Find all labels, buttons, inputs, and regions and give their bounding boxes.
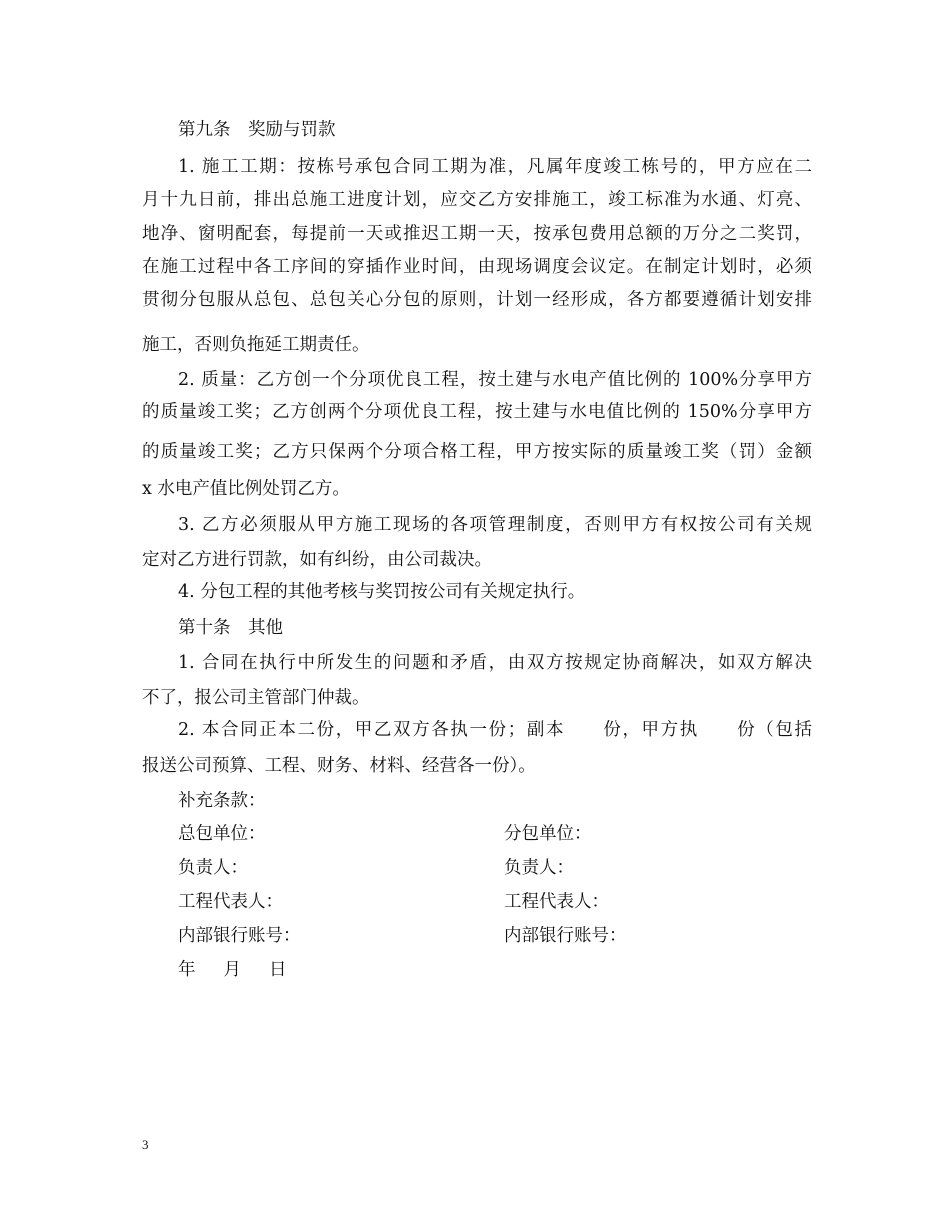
article-10-heading: 第十条 其他 xyxy=(178,618,283,638)
supplement-label: 补充条款： xyxy=(178,791,266,811)
contractor-unit-label: 总包单位： xyxy=(178,824,266,844)
article-9-item-2-line: 的质量竣工奖；乙方只保两个分项合格工程，甲方按实际的质量竣工奖（罚）金额 xyxy=(142,442,812,462)
article-9-item-1-line: 贯彻分包服从总包、总包关心分包的原则，计划一经形成，各方都要遵循计划安排 xyxy=(142,290,812,310)
article-9-item-1-line: 地净、窗明配套，每提前一天或推迟工期一天，按承包费用总额的万分之二奖罚， xyxy=(142,224,812,244)
article-10-item-1-line: 1. 合同在执行中所发生的问题和矛盾，由双方按规定协商解决，如双方解决 xyxy=(178,653,812,673)
subcontractor-bank-account-label: 内部银行账号： xyxy=(504,926,627,946)
article-9-item-1-line: 施工，否则负拖延工期责任。 xyxy=(142,335,370,355)
subcontractor-unit-label: 分包单位： xyxy=(504,824,592,844)
article-9-item-1-line: 在施工过程中各工序间的穿插作业时间，由现场调度会议定。在制定计划时，必须 xyxy=(142,257,812,277)
subcontractor-person-in-charge-label: 负责人： xyxy=(504,858,574,878)
article-9-item-1-line: 月十九日前，排出总施工进度计划，应交乙方安排施工，竣工标准为水通、灯亮、 xyxy=(142,190,812,210)
page-number: 3 xyxy=(142,1137,149,1152)
date-day: 日 xyxy=(269,960,287,980)
signing-date xyxy=(178,958,812,982)
article-9-item-3-line: 定对乙方进行罚款，如有纠纷，由公司裁决。 xyxy=(142,550,492,570)
article-9-item-4: 4. 分包工程的其他考核与奖罚按公司有关规定执行。 xyxy=(178,582,586,602)
article-9-item-3-line: 3. 乙方必须服从甲方施工现场的各项管理制度，否则甲方有权按公司有关规 xyxy=(178,515,812,535)
contractor-person-in-charge-label: 负责人： xyxy=(178,858,248,878)
contractor-bank-account-label: 内部银行账号： xyxy=(178,926,301,946)
article-9-item-1-line: 1. 施工工期：按栋号承包合同工期为准，凡属年度竣工栋号的，甲方应在二 xyxy=(178,157,812,177)
article-10-item-2-line: 报送公司预算、工程、财务、材料、经营各一份）。 xyxy=(142,756,536,776)
article-10-item-2-line: 2. 本合同正本二份，甲乙双方各执一份；副本 份，甲方执 份（包括 xyxy=(178,720,812,740)
article-9-heading: 第九条 奖励与罚款 xyxy=(178,120,336,140)
article-10-item-1-line: 不了，报公司主管部门仲裁。 xyxy=(142,688,370,708)
subcontractor-representative-label: 工程代表人： xyxy=(504,892,609,912)
article-9-item-2-line: 的质量竣工奖；乙方创两个分项优良工程，按土建与水电值比例的 150%分享甲方 xyxy=(142,402,812,422)
article-9-item-2-line: 2. 质量：乙方创一个分项优良工程，按土建与水电产值比例的 100%分享甲方 xyxy=(178,370,812,390)
date-year: 年 xyxy=(178,960,196,980)
date-month: 月 xyxy=(223,960,241,980)
article-9-item-2-line: x 水电产值比例处罚乙方。 xyxy=(142,479,350,499)
contractor-representative-label: 工程代表人： xyxy=(178,892,283,912)
